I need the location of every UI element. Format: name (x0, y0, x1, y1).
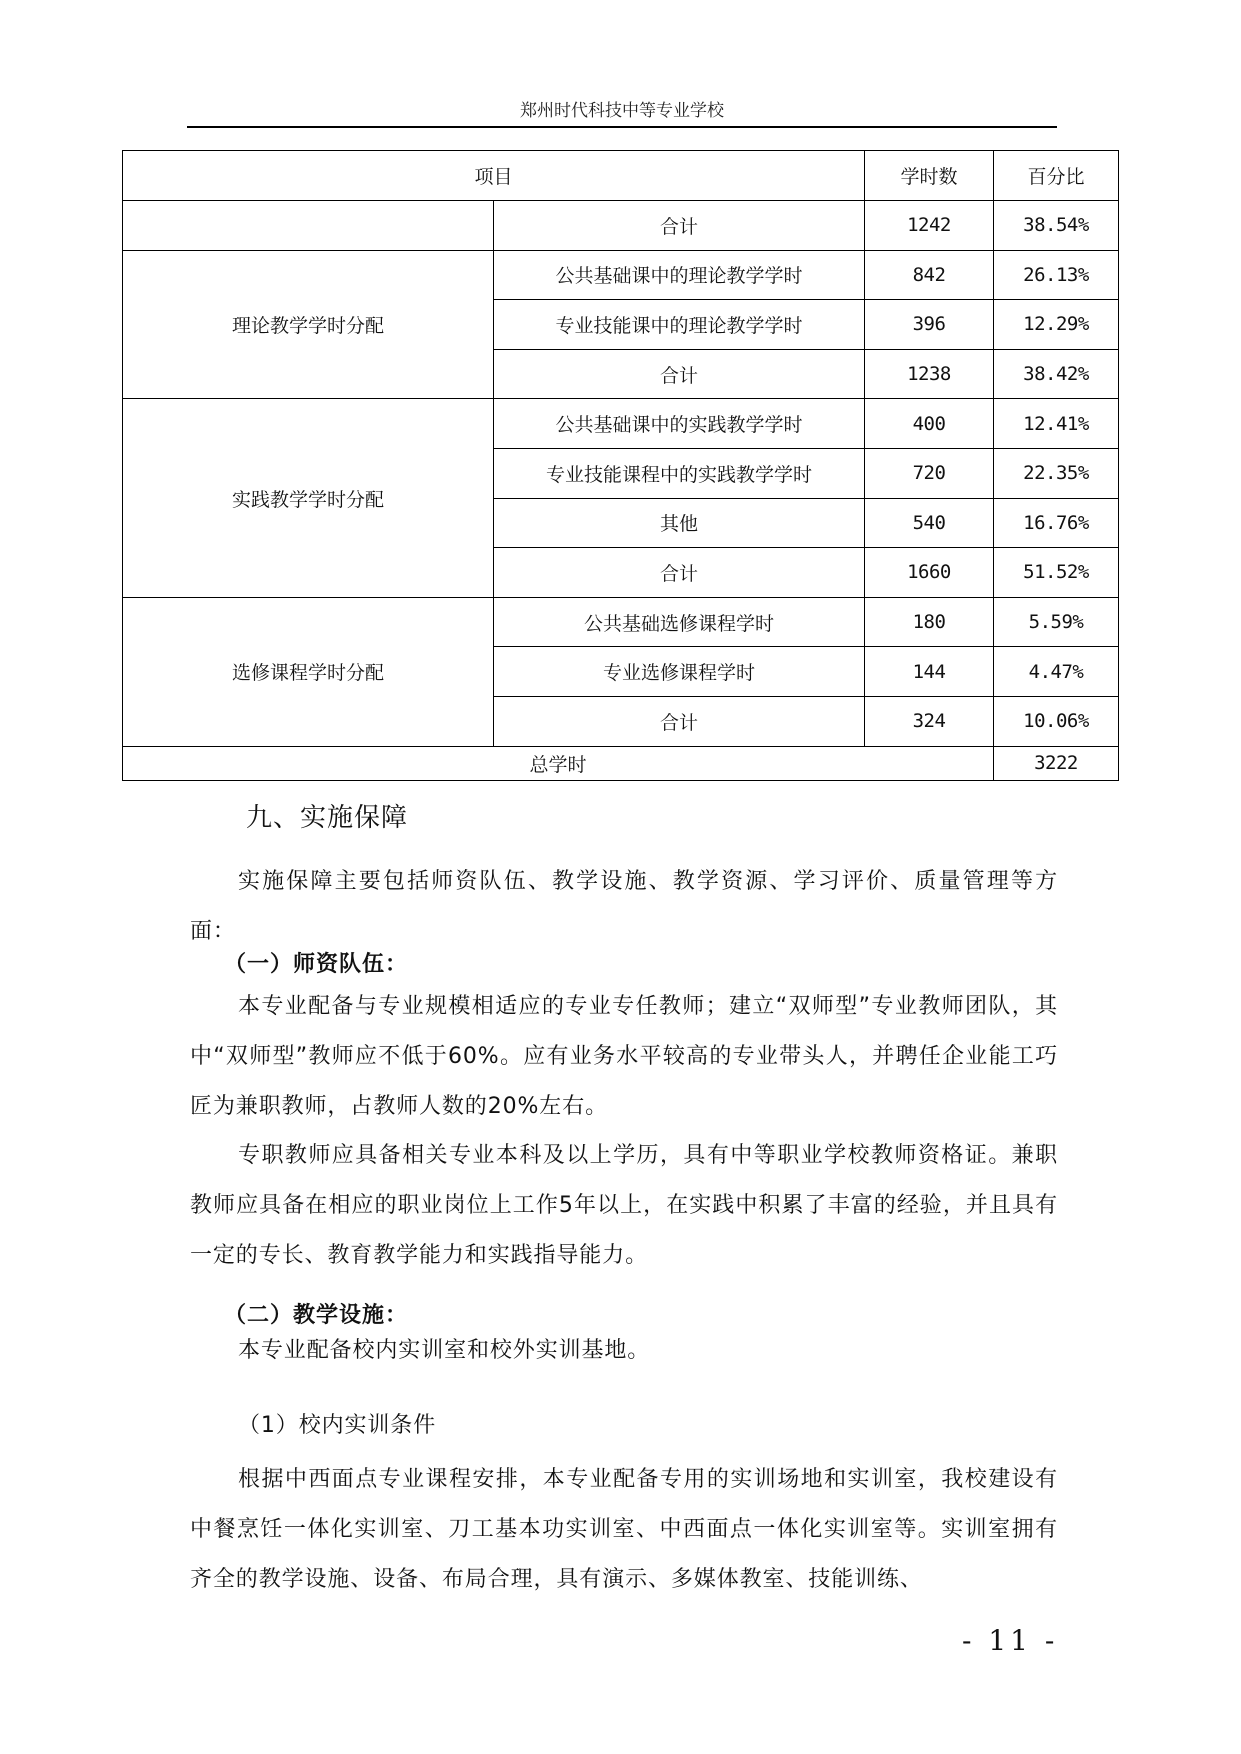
row-hours: 396 (865, 300, 994, 350)
intro-paragraph: 实施保障主要包括师资队伍、教学设施、教学资源、学习评价、质量管理等方面： (190, 869, 1058, 944)
row-item: 公共基础课中的理论教学学时 (494, 250, 865, 300)
page-number: - 11 - (962, 1624, 1059, 1657)
row-percent: 16.76% (994, 498, 1119, 548)
row-item: 专业技能课中的理论教学学时 (494, 300, 865, 350)
hours-allocation-table (122, 150, 1119, 781)
row-item: 专业选修课程学时 (494, 647, 865, 697)
row-hours: 540 (865, 498, 994, 548)
row-item: 其他 (494, 498, 865, 548)
row-percent: 10.06% (994, 696, 1119, 746)
group-label: 实践教学学时分配 (123, 399, 494, 597)
total-value: 3222 (994, 746, 1119, 780)
faculty-paragraph-2: 专职教师应具备相关专业本科及以上学历，具有中等职业学校教师资格证。兼职教师应具备在相应的职业岗位上工作5年以上，在实践中积累了丰富的经验，并且具有一定的专长、教育教学能力和实践指导能力。 (190, 1143, 1058, 1268)
row-item: 公共基础课中的实践教学学时 (494, 399, 865, 449)
row-percent: 38.54% (994, 201, 1119, 251)
group-label: 选修课程学时分配 (123, 597, 494, 746)
row-item: 公共基础选修课程学时 (494, 597, 865, 647)
row-hours: 144 (865, 647, 994, 697)
total-row (123, 746, 1119, 780)
section-title: 九、实施保障 (246, 803, 409, 833)
group-label-empty (123, 201, 494, 251)
row-hours: 180 (865, 597, 994, 647)
table-header-row (123, 151, 1119, 201)
subsection-heading-facilities: （二）教学设施： (224, 1303, 409, 1328)
row-percent: 26.13% (994, 250, 1119, 300)
row-item: 合计 (494, 349, 865, 399)
faculty-paragraph-1: 本专业配备与专业规模相适应的专业专任教师；建立“双师型”专业教师团队，其中“双师型”教师应不低于60%。应有业务水平较高的专业带头人，并聘任企业能工巧匠为兼职教师，占教师人数的20%左右。 (190, 994, 1058, 1119)
row-hours: 1238 (865, 349, 994, 399)
total-label: 总学时 (123, 746, 994, 780)
row-percent: 12.29% (994, 300, 1119, 350)
row-hours: 1242 (865, 201, 994, 251)
row-item: 合计 (494, 201, 865, 251)
row-hours: 720 (865, 448, 994, 498)
group-label: 理论教学学时分配 (123, 250, 494, 399)
table-row (123, 597, 1119, 647)
table-row (123, 201, 1119, 251)
col-header-hours: 学时数 (865, 151, 994, 201)
col-header-item: 项目 (123, 151, 865, 201)
table-row (123, 399, 1119, 449)
row-percent: 5.59% (994, 597, 1119, 647)
header-rule (187, 126, 1057, 128)
row-hours: 1660 (865, 548, 994, 598)
row-item: 合计 (494, 548, 865, 598)
page-header-school-name: 郑州时代科技中等专业学校 (520, 101, 724, 121)
subsection-heading-faculty: （一）师资队伍： (224, 952, 409, 977)
row-percent: 51.52% (994, 548, 1119, 598)
row-percent: 4.47% (994, 647, 1119, 697)
oncampus-paragraph: 根据中西面点专业课程安排，本专业配备专用的实训场地和实训室，我校建设有中餐烹饪一体化实训室、刀工基本功实训室、中西面点一体化实训室等。实训室拥有齐全的教学设施、设备、布局合理，具有演示、多媒体教室、技能训练、 (190, 1467, 1058, 1592)
row-hours: 324 (865, 696, 994, 746)
facilities-line: 本专业配备校内实训室和校外实训基地。 (238, 1338, 651, 1363)
table-row (123, 250, 1119, 300)
row-percent: 38.42% (994, 349, 1119, 399)
col-header-percent: 百分比 (994, 151, 1119, 201)
row-hours: 842 (865, 250, 994, 300)
row-item: 专业技能课程中的实践教学学时 (494, 448, 865, 498)
row-percent: 12.41% (994, 399, 1119, 449)
item-heading-oncampus: （1）校内实训条件 (238, 1413, 437, 1438)
row-percent: 22.35% (994, 448, 1119, 498)
row-hours: 400 (865, 399, 994, 449)
row-item: 合计 (494, 696, 865, 746)
